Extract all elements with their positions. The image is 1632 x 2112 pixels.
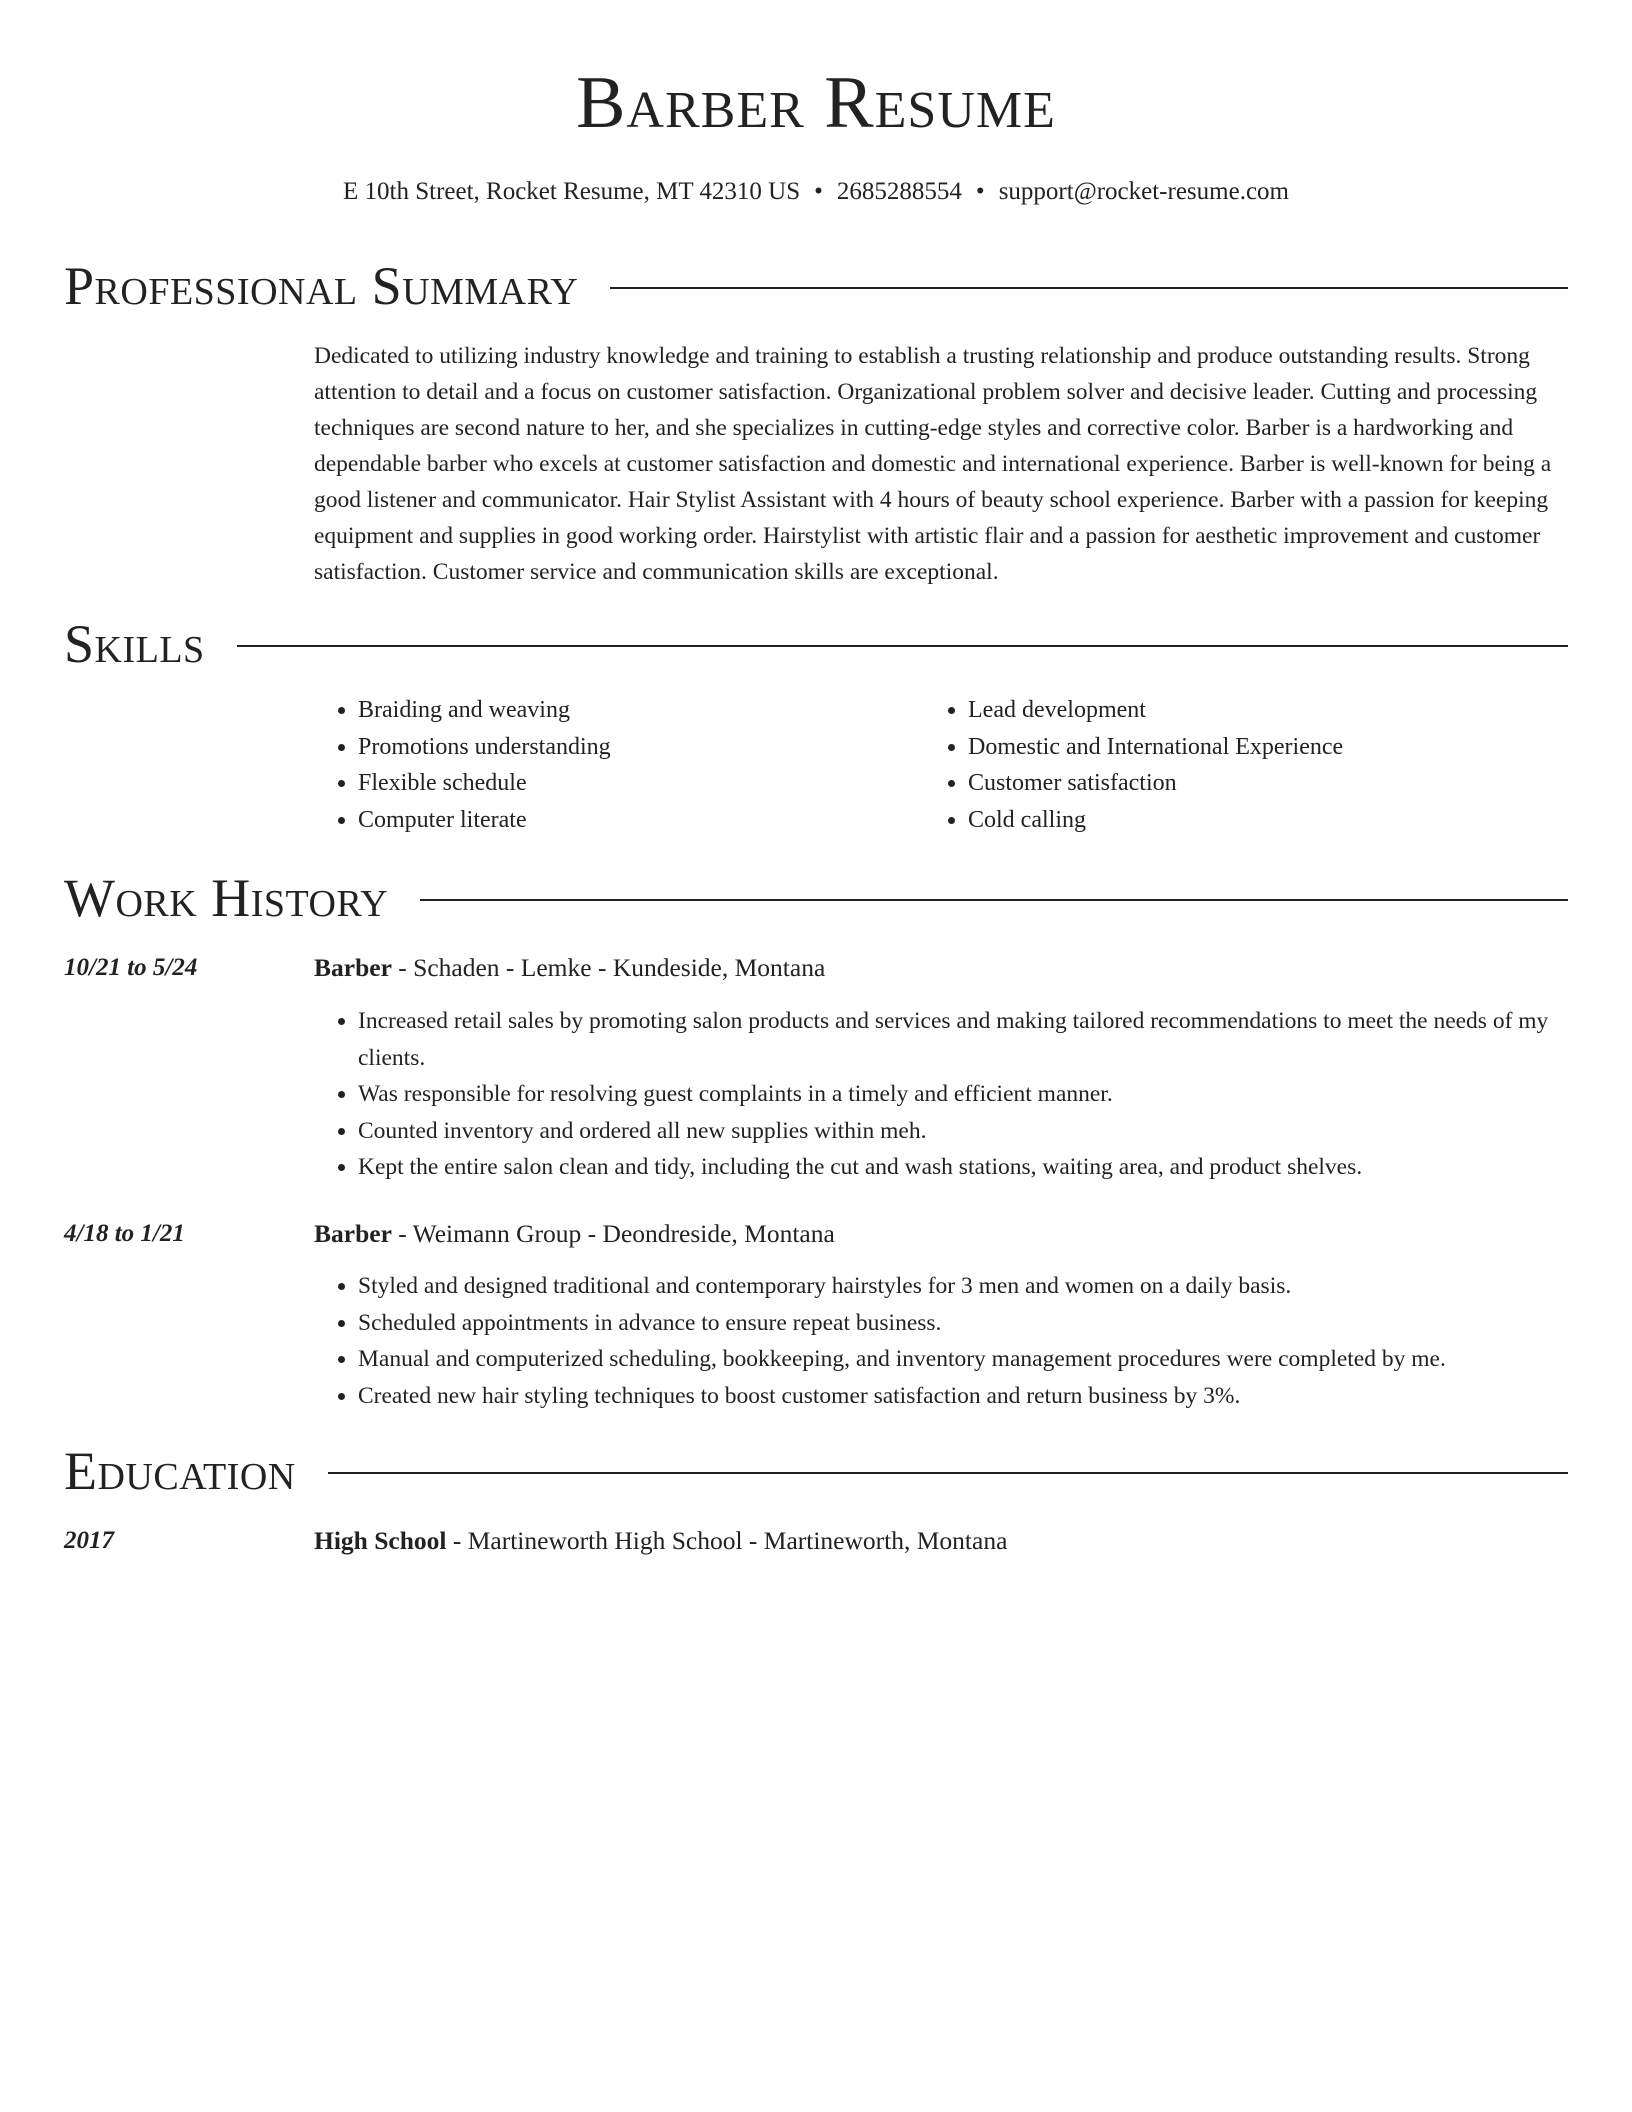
skill-item: • Lead development [968,692,1570,729]
summary-text: Dedicated to utilizing industry knowledge and training to establish a trusting relationship and produce outstanding results. Strong attention to detail and a focus on customer satisfaction. Organizational problem solver and decisive leader. Cutting and processing techniques are second nature to her, and she specializes in cutting-edge styles and corrective color. Barber is a hardworking and dependable barber who excels at customer satisfaction and domestic and international experience. Barber is well-known for being a good listener and communicator. Hair Stylist Assistant with 4 hours of beauty school experience. Barber with a passion for keeping equipment and supplies in good working order. Hairstylist with artistic flair and a passion for aesthetic improvement and customer satisfaction. Customer service and communication skills are exceptional. [314,343,1552,585]
section-divider [237,645,1568,647]
contact-address: E 10th Street, Rocket Resume, MT 42310 US [343,178,801,205]
job-heading [314,1216,835,1252]
section-header-work [64,863,1568,933]
job-role: Barber [314,1219,392,1248]
job-duties [314,1003,1570,1186]
skill-item: • Flexible schedule [358,765,894,802]
section-title-summary: Professional Summary [64,256,579,316]
job-employer: - Weimann Group - Deondreside, Montana [391,1219,835,1248]
skills-list-left [314,692,894,838]
education-heading [314,1523,1007,1559]
skill-item: • Promotions understanding [358,729,894,766]
duty-item: • Increased retail sales by promoting salon products and services and making tailored recommendations to meet the needs of my clients. [358,1003,1570,1076]
job-dates: 4/18 to 1/21 [64,1220,185,1247]
job-role: Barber [314,953,392,982]
duty-item: • Counted inventory and ordered all new supplies within meh. [358,1113,1570,1150]
job-heading [314,950,825,986]
job-dates: 10/21 to 5/24 [64,954,198,981]
contact-separator: • [814,178,823,205]
skill-item: • Braiding and weaving [358,692,894,729]
skill-item: • Domestic and International Experience [968,729,1570,766]
skills-list-right [924,692,1570,838]
duty-item: • Styled and designed traditional and contemporary hairstyles for 3 men and women on a daily basis. [358,1268,1570,1305]
duty-item: • Manual and computerized scheduling, bookkeeping, and inventory management procedures were completed by me. [358,1341,1570,1378]
section-header-summary [64,251,1568,321]
section-title-education: Education [64,1441,296,1501]
section-header-education [64,1436,1568,1506]
section-divider [328,1472,1568,1474]
skill-item: • Computer literate [358,802,894,839]
skill-item: • Customer satisfaction [968,765,1570,802]
duty-item: • Scheduled appointments in advance to ensure repeat business. [358,1305,1570,1342]
job-employer: - Schaden - Lemke - Kundeside, Montana [391,953,826,982]
education-degree: High School [314,1526,447,1555]
section-header-skills [64,609,1568,679]
skill-item: • Cold calling [968,802,1570,839]
duty-item: • Was responsible for resolving guest complaints in a timely and efficient manner. [358,1076,1570,1113]
section-title-skills: Skills [64,614,205,674]
education-school: - Martineworth High School - Martineworth, Montana [446,1526,1008,1555]
contact-email: support@rocket-resume.com [998,178,1289,205]
duty-item: • Kept the entire salon clean and tidy, including the cut and wash stations, waiting area, and product shelves. [358,1149,1570,1186]
section-divider [610,287,1568,289]
resume-name: Barber Resume [576,62,1056,144]
section-divider [420,899,1568,901]
section-title-work: Work History [64,868,389,928]
education-year: 2017 [64,1527,114,1554]
contact-separator: • [975,178,985,205]
contact-line [0,175,1632,209]
contact-phone: 2685288554 [836,178,962,205]
duty-item: • Created new hair styling techniques to boost customer satisfaction and return business by 3%. [358,1378,1570,1415]
job-duties [314,1268,1570,1414]
